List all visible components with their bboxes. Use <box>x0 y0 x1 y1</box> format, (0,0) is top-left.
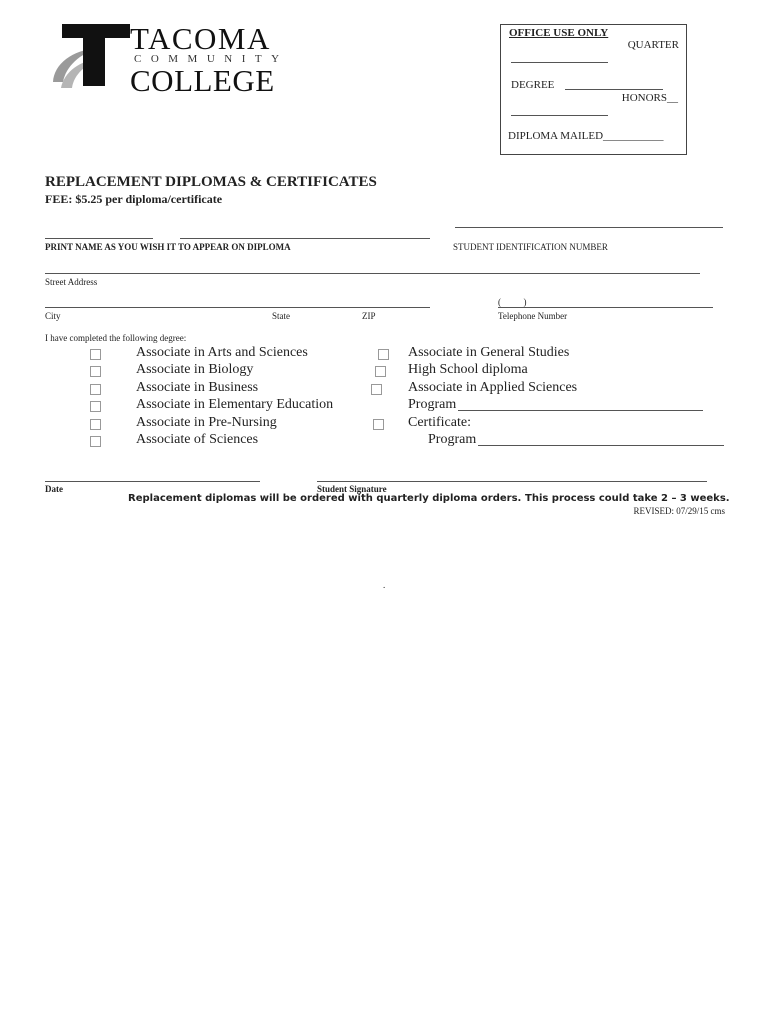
checkbox-biology[interactable] <box>90 366 101 377</box>
phone-label: Telephone Number <box>498 311 568 321</box>
office-quarter-line[interactable] <box>511 62 608 63</box>
checkbox-high-school[interactable] <box>375 366 386 377</box>
office-degree-line[interactable] <box>565 89 663 90</box>
student-id-line[interactable] <box>455 227 723 228</box>
office-use-box <box>500 24 687 155</box>
signature-line[interactable] <box>317 481 707 482</box>
checkbox-arts-sciences[interactable] <box>90 349 101 360</box>
replacement-note: Replacement diplomas will be ordered with quarterly diploma orders. <box>128 493 522 504</box>
checkbox-pre-nursing[interactable] <box>90 419 101 430</box>
logo-tacoma: TACOMA <box>130 21 271 56</box>
office-honors-line[interactable] <box>511 115 608 116</box>
process-time-note: This process could take 2 – 3 weeks. <box>525 493 730 504</box>
checkbox-general-studies[interactable] <box>378 349 389 360</box>
state-label: State <box>272 311 290 321</box>
option-elementary-education: Associate in Elementary Education <box>136 397 334 412</box>
office-honors-label: HONORS__ <box>621 92 678 104</box>
name-line-first[interactable] <box>45 238 153 239</box>
form-title: REPLACEMENT DIPLOMAS & CERTIFICATES <box>45 174 377 190</box>
certificate-program-line[interactable] <box>478 445 724 446</box>
program-line[interactable] <box>458 410 703 411</box>
checkbox-business[interactable] <box>90 384 101 395</box>
form-fee: FEE: $5.25 per diploma/certificate <box>45 192 223 206</box>
phone-line[interactable] <box>498 307 713 308</box>
logo-emblem-icon <box>50 20 132 100</box>
checkbox-applied-sciences[interactable] <box>371 384 382 395</box>
option-business: Associate in Business <box>136 380 259 395</box>
stray-dot: . <box>383 580 386 590</box>
office-use-title: OFFICE USE ONLY <box>509 27 609 39</box>
street-line[interactable] <box>45 273 700 274</box>
office-quarter-label: QUARTER <box>627 39 679 51</box>
option-biology: Associate in Biology <box>136 362 254 377</box>
revised-date: REVISED: 07/29/15 cms <box>633 506 725 516</box>
option-sciences: Associate of Sciences <box>136 432 259 447</box>
zip-label: ZIP <box>362 311 376 321</box>
signature-label: Student Signature <box>317 484 387 494</box>
college-logo <box>50 20 290 100</box>
option-certificate-program-label: Program <box>428 432 477 447</box>
degree-intro: I have completed the following degree: <box>45 333 187 343</box>
print-name-label: PRINT NAME AS YOU WISH IT TO APPEAR ON DIPLOMA <box>45 242 291 252</box>
option-arts-sciences: Associate in Arts and Sciences <box>136 345 308 360</box>
option-applied-sciences: Associate in Applied Sciences <box>408 380 578 395</box>
office-diploma-mailed: DIPLOMA MAILED___________ <box>508 130 664 142</box>
checkbox-elementary-education[interactable] <box>90 401 101 412</box>
logo-college: COLLEGE <box>130 63 275 98</box>
street-label: Street Address <box>45 277 98 287</box>
option-general-studies: Associate in General Studies <box>408 345 570 360</box>
checkbox-sciences[interactable] <box>90 436 101 447</box>
option-high-school: High School diploma <box>408 362 528 377</box>
office-degree-label: DEGREE <box>511 79 555 91</box>
checkbox-certificate[interactable] <box>373 419 384 430</box>
option-certificate: Certificate: <box>408 415 471 430</box>
option-program-label: Program <box>408 397 457 412</box>
date-label: Date <box>45 484 63 494</box>
date-line[interactable] <box>45 481 260 482</box>
logo-community: COMMUNITY <box>134 53 289 65</box>
city-state-zip-line[interactable] <box>45 307 430 308</box>
city-label: City <box>45 311 61 321</box>
phone-area-code: ( ) <box>498 297 527 307</box>
option-pre-nursing: Associate in Pre-Nursing <box>136 415 277 430</box>
name-line-last[interactable] <box>180 238 430 239</box>
student-id-label: STUDENT IDENTIFICATION NUMBER <box>453 242 608 252</box>
